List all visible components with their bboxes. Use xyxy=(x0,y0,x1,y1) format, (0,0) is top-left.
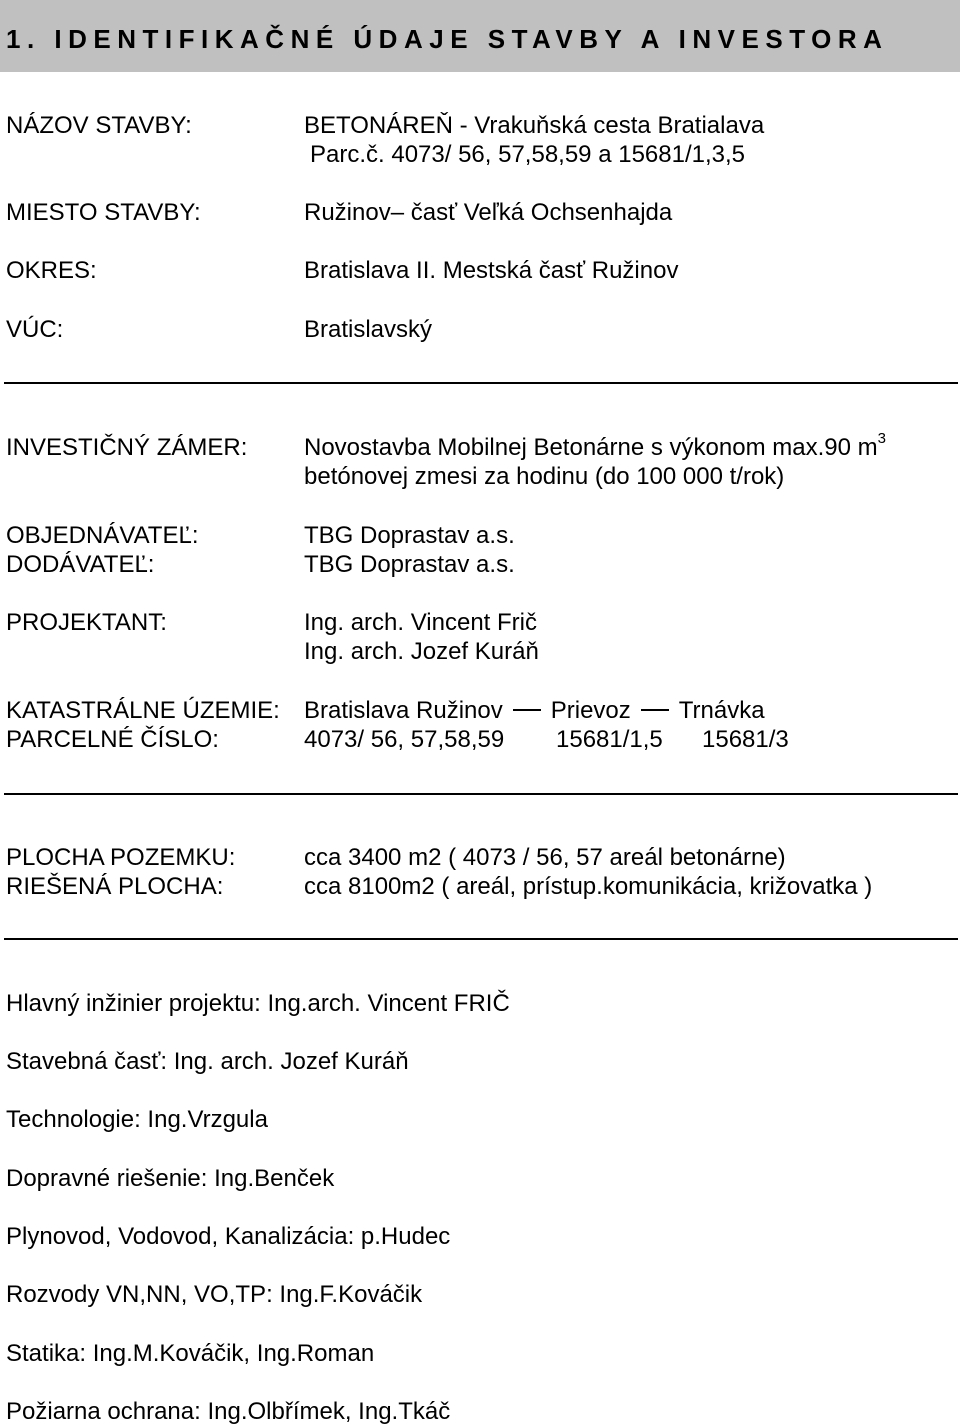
projektant-value-1: Ing. arch. Vincent Frič xyxy=(304,609,537,636)
team-line-stavebna-cast: Stavebná časť: Ing. arch. Jozef Kuráň xyxy=(6,1048,409,1075)
riesena-plocha-value: cca 8100m2 ( areál, prístup.komunikácia, križovatka ) xyxy=(304,873,873,900)
dodavatel-label: DODÁVATEĽ: xyxy=(6,551,155,578)
team-line-technologie: Technologie: Ing.Vrzgula xyxy=(6,1106,268,1133)
miesto-stavby-label: MIESTO STAVBY: xyxy=(6,199,201,226)
parcelne-cislo-value-1: 4073/ 56, 57,58,59 xyxy=(304,726,505,753)
team-line-rozvody: Rozvody VN,NN, VO,TP: Ing.F.Kováčik xyxy=(6,1281,423,1308)
plocha-pozemku-value: cca 3400 m2 ( 4073 / 56, 57 areál betonárne) xyxy=(304,844,786,871)
dodavatel-value: TBG Doprastav a.s. xyxy=(304,551,515,578)
team-line-dopravne-riesenie: Dopravné riešenie: Ing.Benček xyxy=(6,1165,335,1192)
katastralne-uzemie-value: Bratislava Ružinov Prievoz Trnávka xyxy=(304,697,765,724)
investicny-zamer-value-line2: betónovej zmesi za hodinu (do 100 000 t/rok) xyxy=(304,463,785,490)
vuc-label: VÚC: xyxy=(6,316,64,343)
parcelne-cislo-value-3: 15681/3 xyxy=(702,726,789,753)
nazov-stavby-value: BETONÁREŇ - Vrakuňská cesta Bratialava xyxy=(304,112,765,139)
team-line-plynovod: Plynovod, Vodovod, Kanalizácia: p.Hudec xyxy=(6,1223,451,1250)
nazov-stavby-parcels: Parc.č. 4073/ 56, 57,58,59 a 15681/1,3,5 xyxy=(310,141,745,168)
divider xyxy=(4,938,958,940)
section-title: 1. IDENTIFIKAČNÉ ÚDAJE STAVBY A INVESTORA xyxy=(6,24,889,54)
projektant-label: PROJEKTANT: xyxy=(6,609,167,636)
objednavatel-label: OBJEDNÁVATEĽ: xyxy=(6,522,199,549)
section-header-bar xyxy=(0,0,960,72)
team-line-statika: Statika: Ing.M.Kováčik, Ing.Roman xyxy=(6,1340,375,1367)
divider xyxy=(4,793,958,795)
investicny-zamer-label: INVESTIČNÝ ZÁMER: xyxy=(6,434,248,461)
nazov-stavby-label: NÁZOV STAVBY: xyxy=(6,112,192,139)
divider xyxy=(4,382,958,384)
investicny-zamer-value: Novostavba Mobilnej Betonárne s výkonom max.90 $m^3$ xyxy=(304,430,886,461)
superscript: 3 xyxy=(877,430,886,447)
plocha-pozemku-label: PLOCHA POZEMKU: xyxy=(6,844,236,871)
miesto-stavby-value: Ružinov– časť Veľká Ochsenhajda xyxy=(304,199,673,226)
team-line-poziarna-ochrana: Požiarna ochrana: Ing.Olbřímek, Ing.Tkáč xyxy=(6,1398,451,1425)
parcelne-cislo-value-2: 15681/1,5 xyxy=(556,726,663,753)
okres-label: OKRES: xyxy=(6,257,97,284)
vuc-value: Bratislavský xyxy=(304,316,433,343)
projektant-value-2: Ing. arch. Jozef Kuráň xyxy=(304,638,539,665)
okres-value: Bratislava II. Mestská časť Ružinov xyxy=(304,257,679,284)
katastralne-uzemie-label: KATASTRÁLNE ÚZEMIE: xyxy=(6,697,280,724)
team-line-hlavny-inzinier: Hlavný inžinier projektu: Ing.arch. Vincent FRIČ xyxy=(6,990,510,1017)
parcelne-cislo-label: PARCELNÉ ČÍSLO: xyxy=(6,726,219,753)
riesena-plocha-label: RIEŠENÁ PLOCHA: xyxy=(6,873,224,900)
objednavatel-value: TBG Doprastav a.s. xyxy=(304,522,515,549)
